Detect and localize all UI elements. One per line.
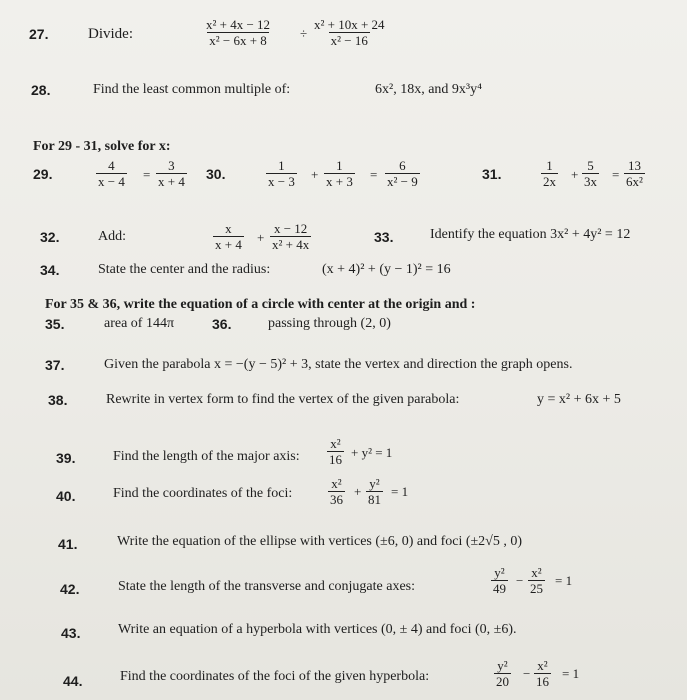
q42-fraction-b	[528, 565, 545, 596]
q40-a-denominator: 36	[330, 492, 343, 507]
q27-f2-numerator: x² + 10x + 24	[314, 17, 385, 32]
q33-text: Identify the equation 3x² + 4y² = 12	[430, 227, 631, 242]
q30-a-numerator: 1	[278, 158, 285, 173]
q33-number: 33.	[374, 229, 394, 245]
q27-operator: ÷	[300, 26, 308, 41]
q29-equals: =	[143, 167, 151, 182]
q43-text: Write an equation of a hyperbola with vertices (0, ± 4) and foci (0, ±6).	[118, 622, 517, 637]
q31-a-denominator: 2x	[543, 174, 556, 189]
q29-left-fraction	[96, 158, 127, 189]
q27-f2-denominator: x² − 16	[330, 33, 368, 48]
q42-a-denominator: 49	[493, 581, 506, 596]
q32-b-numerator: x − 12	[273, 221, 308, 236]
q36-text: passing through (2, 0)	[268, 316, 391, 331]
q28-label: Find the least common multiple of:	[93, 82, 291, 97]
q32-a-denominator: x + 4	[215, 237, 242, 252]
q44-fraction-a	[494, 658, 511, 689]
q27-label: Divide:	[88, 26, 133, 42]
q34-number: 34.	[40, 262, 60, 278]
q37-number: 37.	[45, 357, 65, 373]
q29-left-denominator: x − 4	[98, 174, 125, 189]
q30-plus: +	[311, 167, 319, 182]
q36-number: 36.	[212, 316, 232, 332]
q28-expression: 6x², 18x, and 9x³y⁴	[375, 82, 482, 97]
q35-text: area of 144π	[104, 316, 175, 331]
q39-rest: + y² = 1	[351, 445, 393, 460]
q31-b-numerator: 5	[587, 158, 594, 173]
q39-fraction	[327, 436, 344, 467]
q31-a-numerator: 1	[546, 158, 553, 173]
q38-text: Rewrite in vertex form to find the vertex of the given parabola:	[106, 392, 460, 407]
q29-number: 29.	[33, 166, 53, 182]
q40-b-denominator: 81	[368, 492, 381, 507]
q34-expression: (x + 4)² + (y − 1)² = 16	[322, 262, 451, 277]
q30-equals: =	[370, 167, 378, 182]
q32-label: Add:	[98, 229, 126, 244]
q30-b-numerator: 1	[336, 158, 343, 173]
q27-f1-numerator: x² + 4x − 12	[206, 17, 271, 32]
q44-fraction-b	[534, 658, 551, 689]
q39-text: Find the length of the major axis:	[113, 449, 300, 464]
q42-number: 42.	[60, 581, 80, 597]
q41-text: Write the equation of the ellipse with vertices (±6, 0) and foci (±2√5 , 0)	[117, 534, 523, 549]
q32-plus: +	[257, 230, 265, 245]
q43-number: 43.	[61, 625, 81, 641]
q42-a-numerator: y²	[494, 565, 505, 580]
q44-b-numerator: x²	[537, 658, 548, 673]
q29-right-denominator: x + 4	[158, 174, 185, 189]
q34-text: State the center and the radius:	[98, 262, 271, 277]
q32-number: 32.	[40, 229, 60, 245]
q40-rest: = 1	[391, 484, 409, 499]
q31-fraction-a	[541, 158, 558, 189]
q35-number: 35.	[45, 316, 65, 332]
q42-minus: −	[516, 573, 524, 588]
q44-b-denominator: 16	[536, 674, 549, 689]
q40-plus: +	[354, 484, 362, 499]
q31-fraction-b	[582, 158, 599, 189]
q30-fraction-a	[266, 158, 297, 189]
q42-text: State the length of the transverse and conjugate axes:	[118, 579, 416, 594]
q42-rest: = 1	[555, 573, 573, 588]
q44-a-numerator: y²	[497, 658, 508, 673]
q30-number: 30.	[206, 166, 226, 182]
q31-equals: =	[612, 167, 620, 182]
q44-text: Find the coordinates of the foci of the given hyperbola:	[120, 669, 430, 684]
q40-b-numerator: y²	[369, 476, 380, 491]
q40-number: 40.	[56, 488, 76, 504]
q29-left-numerator: 4	[108, 158, 115, 173]
q30-fraction-c	[385, 158, 420, 189]
section-35-36-heading: For 35 & 36, write the equation of a circle with center at the origin and :	[45, 297, 476, 312]
q29-right-numerator: 3	[168, 158, 175, 173]
section-29-31-heading: For 29 - 31, solve for x:	[33, 139, 171, 154]
q27-fraction-1	[204, 17, 272, 48]
q40-fraction-a	[328, 476, 345, 507]
q31-c-numerator: 13	[627, 158, 641, 173]
q28-number: 28.	[31, 82, 51, 98]
q38-expression: y = x² + 6x + 5	[537, 392, 621, 407]
q29-right-fraction	[156, 158, 187, 189]
q42-fraction-a	[491, 565, 508, 596]
q27-fraction-2	[312, 17, 387, 48]
q32-fraction-a	[213, 221, 244, 252]
q30-c-denominator: x² − 9	[387, 174, 418, 189]
q30-c-numerator: 6	[399, 158, 406, 173]
q30-b-denominator: x + 3	[326, 174, 353, 189]
q40-text: Find the coordinates of the foci:	[113, 486, 293, 501]
q39-number: 39.	[56, 450, 76, 466]
q31-fraction-c	[624, 158, 645, 189]
q41-number: 41.	[58, 536, 78, 552]
q38-number: 38.	[48, 392, 68, 408]
q31-c-denominator: 6x²	[626, 174, 643, 189]
q44-minus: −	[523, 666, 531, 681]
q40-a-numerator: x²	[331, 476, 342, 491]
q42-b-numerator: x²	[531, 565, 542, 580]
q44-rest: = 1	[562, 666, 580, 681]
q31-b-denominator: 3x	[584, 174, 597, 189]
q27-number: 27.	[29, 26, 49, 42]
q40-fraction-b	[366, 476, 383, 507]
q30-a-denominator: x − 3	[268, 174, 295, 189]
q44-a-denominator: 20	[496, 674, 509, 689]
q42-b-denominator: 25	[530, 581, 543, 596]
q37-text: Given the parabola x = −(y − 5)² + 3, state the vertex and direction the graph opens.	[104, 357, 573, 372]
q30-fraction-b	[324, 158, 355, 189]
q31-number: 31.	[482, 166, 502, 182]
q39-denominator: 16	[329, 452, 342, 467]
q32-b-denominator: x² + 4x	[272, 237, 310, 252]
q32-a-numerator: x	[225, 221, 232, 236]
q44-number: 44.	[63, 673, 83, 689]
q27-f1-denominator: x² − 6x + 8	[209, 33, 267, 48]
q31-plus: +	[571, 167, 579, 182]
q39-numerator: x²	[330, 436, 341, 451]
q32-fraction-b	[270, 221, 311, 252]
